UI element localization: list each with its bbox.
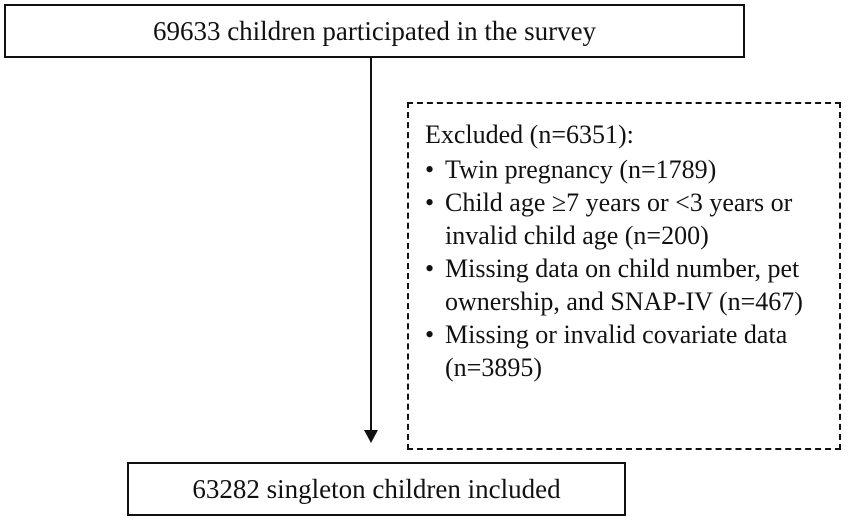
exclusion-list: [425, 153, 829, 384]
included-label: 63282 singleton children included: [192, 473, 561, 504]
exclusion-item-child-age: [425, 186, 829, 252]
exclusion-item-text: Missing or invalid covariate data (n=3895): [445, 320, 788, 382]
participants-label: 69633 children participated in the survey: [152, 15, 597, 46]
included-box: [127, 462, 626, 516]
exclusion-item-text: Child age ≥7 years or <3 years or invalid child age (n=200): [445, 188, 793, 250]
bullet-icon: •: [425, 155, 435, 184]
exclusion-item-text: Missing data on child number, pet ownership, and SNAP-IV (n=467): [445, 254, 803, 316]
bullet-icon: •: [425, 188, 435, 217]
exclusion-item-twin-pregnancy: [425, 153, 829, 186]
bullet-icon: •: [425, 320, 435, 349]
exclusion-box: [407, 102, 841, 450]
exclusion-heading: Excluded (n=6351):: [425, 120, 634, 149]
exclusion-item-covariate: [425, 318, 829, 384]
exclusion-item-text: Twin pregnancy (n=1789): [445, 155, 717, 184]
exclusion-item-missing-data: [425, 252, 829, 318]
flow-arrow-head: [364, 430, 378, 443]
bullet-icon: •: [425, 254, 435, 283]
participants-box: [4, 4, 745, 58]
